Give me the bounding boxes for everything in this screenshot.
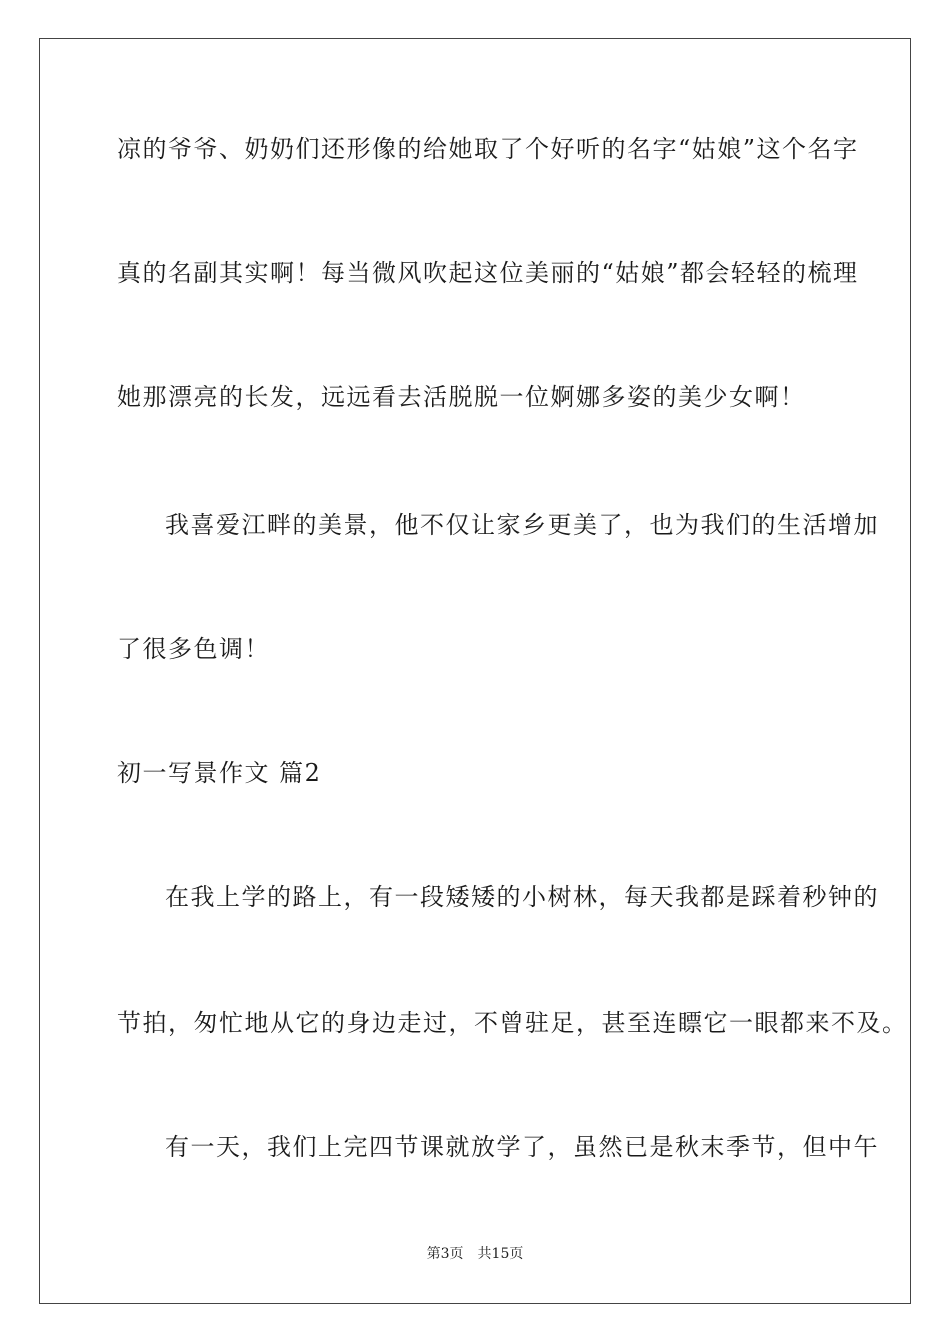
paragraph-start-line: 在我上学的路上，有一段矮矮的小树林，每天我都是踩着秒钟的 [165, 883, 879, 911]
text-line: 节拍，匆忙地从它的身边走过，不曾驻足，甚至连瞟它一眼都来不及。 [117, 1009, 908, 1037]
page-number: 第3页 [426, 1246, 464, 1262]
page-border [39, 38, 911, 1304]
page-total: 共15页 [477, 1246, 524, 1262]
text-line: 凉的爷爷、奶奶们还形像的给她取了个好听的名字“姑娘”这个名字 [117, 135, 859, 163]
text-line: 她那漂亮的长发，远远看去活脱脱一位婀娜多姿的美少女啊！ [117, 383, 806, 411]
section-heading: 初一写景作文 篇2 [117, 759, 322, 787]
page-footer [0, 1245, 950, 1263]
text-line: 了很多色调！ [117, 635, 270, 663]
text-line: 真的名副其实啊！每当微风吹起这位美丽的“姑娘”都会轻轻的梳理 [117, 259, 859, 287]
paragraph-start-line: 有一天，我们上完四节课就放学了，虽然已是秋末季节，但中午 [165, 1133, 879, 1161]
paragraph-start-line: 我喜爱江畔的美景，他不仅让家乡更美了，也为我们的生活增加 [165, 511, 879, 539]
